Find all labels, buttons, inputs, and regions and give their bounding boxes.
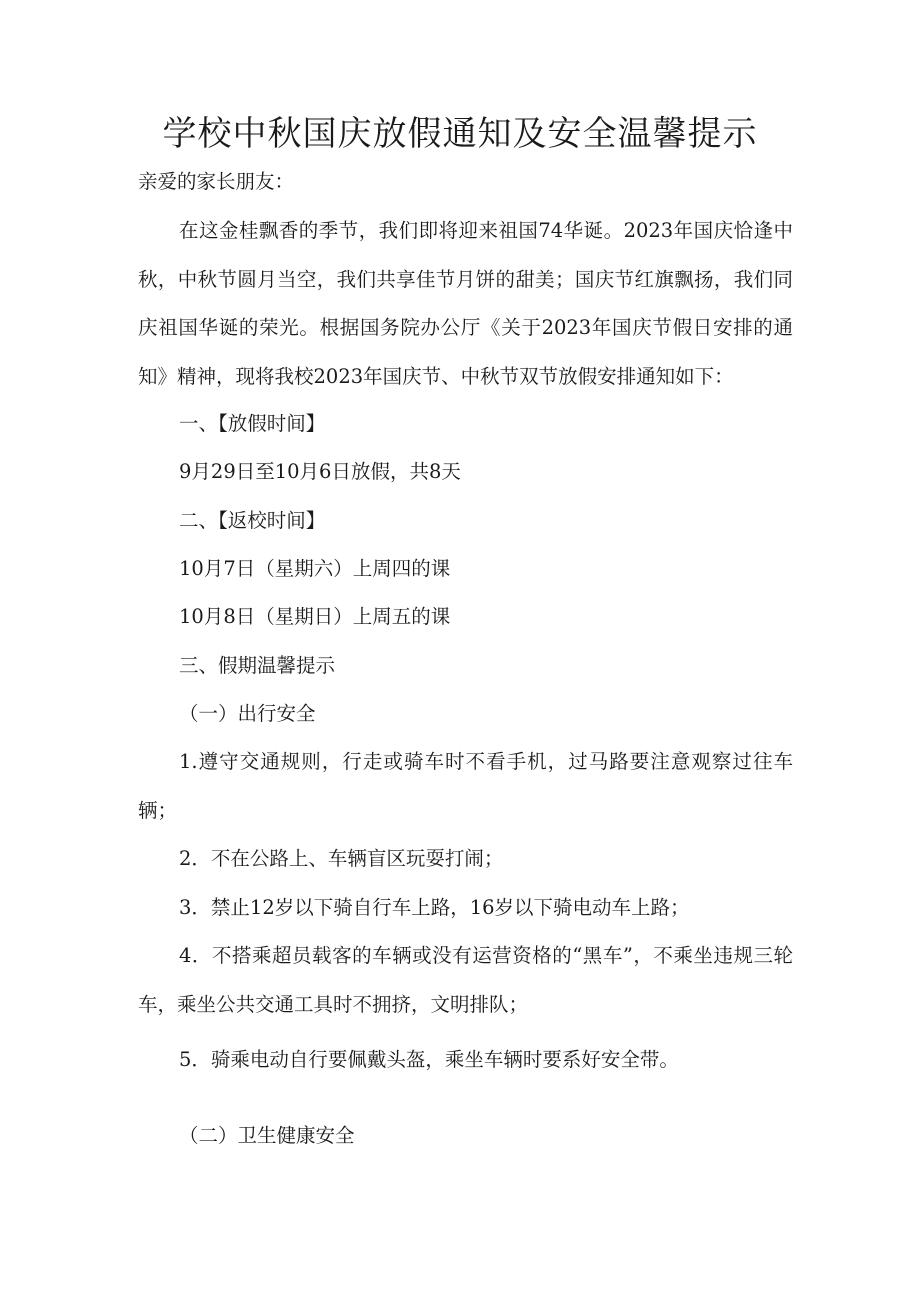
salutation: 亲爱的家长朋友： (138, 170, 295, 193)
sub1-heading: （一）出行安全 (179, 702, 316, 725)
section3-heading: 三、假期温馨提示 (179, 654, 336, 677)
safety-item-2: 2．不在公路上、车辆盲区玩耍打闹； (179, 847, 504, 870)
safety-item-1: 1.遵守交通规则，行走或骑车时不看手机，过马路要注意观察过往车辆； (138, 750, 793, 822)
safety-item-5: 5．骑乘电动自行要佩戴头盔，乘坐车辆时要系好安全带。 (179, 1048, 679, 1071)
section1-heading: 一、【放假时间】 (179, 412, 326, 435)
intro-paragraph: 在这金桂飘香的季节，我们即将迎来祖国74华诞。2023年国庆恰逢中秋，中秋节圆月当空，我们共享佳节月饼的甜美；国庆节红旗飘扬，我们同庆祖国华诞的荣光。根据国务院办公厅《关于2023年国庆节假日安排的通知》精神，现将我校2023年国庆节、中秋节双节放假安排通知如下： (138, 219, 793, 388)
safety-item-3: 3．禁止12岁以下骑自行车上路，16岁以下骑电动车上路； (179, 896, 690, 919)
sub2-heading: （二）卫生健康安全 (179, 1124, 355, 1147)
section2-line1: 10月7日（星期六）上周四的课 (179, 557, 451, 580)
section1-text: 9月29日至10月6日放假，共8天 (179, 460, 461, 483)
section2-heading: 二、【返校时间】 (179, 509, 326, 532)
safety-item-4: 4．不搭乘超员载客的车辆或没有运营资格的“黑车”，不乘坐违规三轮车，乘坐公共交通工具时不拥挤，文明排队； (138, 944, 793, 1016)
document-title: 学校中秋国庆放假通知及安全温馨提示 (162, 114, 758, 154)
section2-line2: 10月8日（星期日）上周五的课 (179, 605, 451, 628)
